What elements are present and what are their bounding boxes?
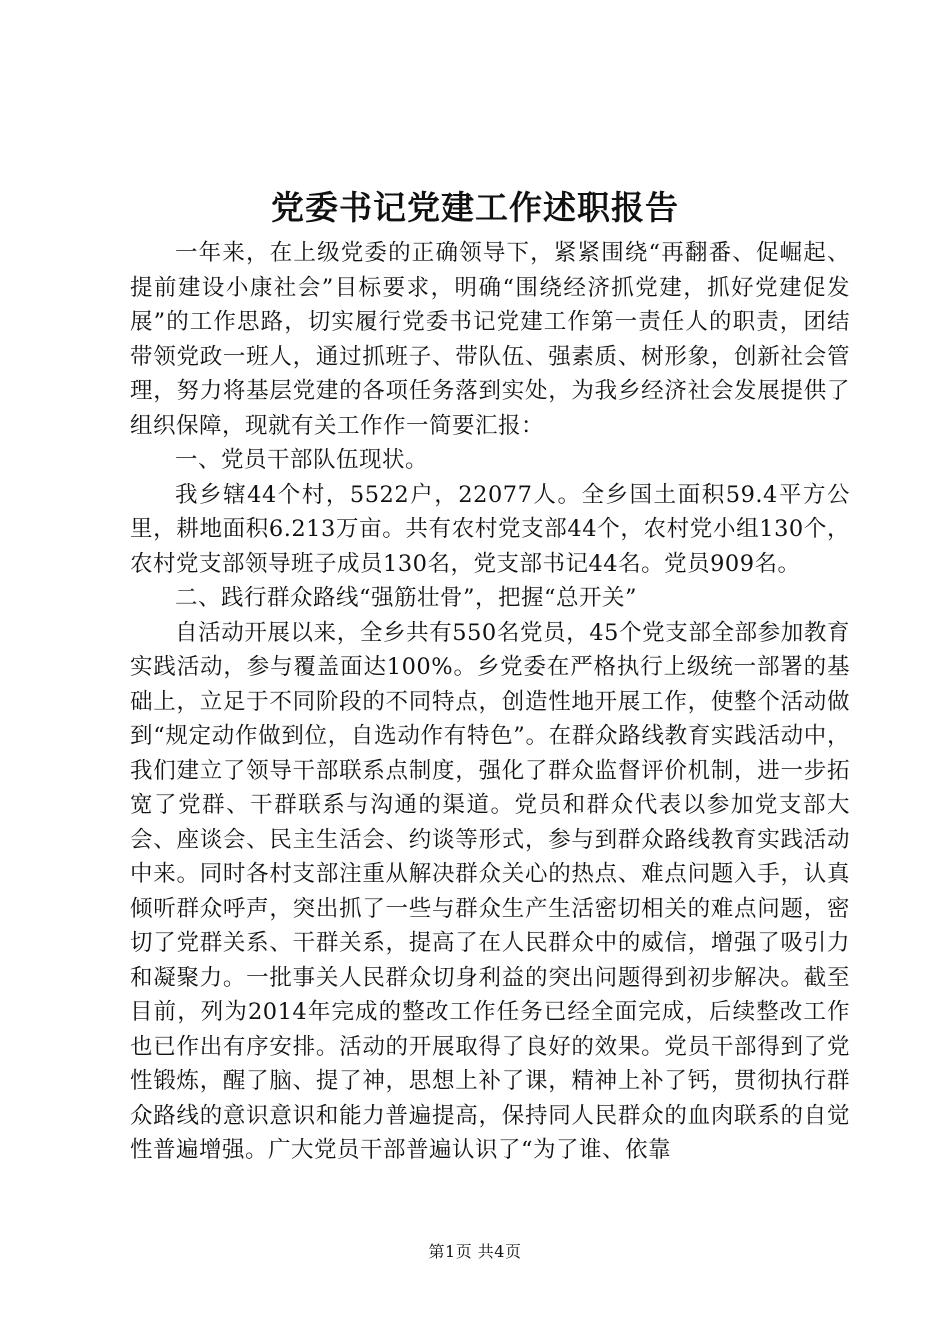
document-body xyxy=(130,236,850,1168)
paragraph-activities: 自活动开展以来，全乡共有550名党员，45个党支部全部参加教育实践活动，参与覆盖面达100%。乡党委在严格执行上级统一部署的基础上，立足于不同阶段的不同特点，创造性地开展工作，使整个活动做到“规定动作做到位，自选动作有特色”。在群众路线教育实践活动中，我们建立了领导干部联系点制度，强化了群众监督评价机制，进一步拓宽了党群、干群联系与沟通的渠道。党员和群众代表以参加党支部大会、座谈会、民主生活会、约谈等形式，参与到群众路线教育实践活动中来。同时各村支部注重从解决群众关心的热点、难点问题入手，认真倾听群众呼声，突出抓了一些与群众生产生活密切相关的难点问题，密切了党群关系、干群关系，提高了在人民群众中的威信，增强了吸引力和凝聚力。一批事关人民群众切身利益的突出问题得到初步解决。截至目前，列为2014年完成的整改工作任务已经全面完成，后续整改工作也已作出有序安排。活动的开展取得了良好的效果。党员干部得到了党性锻炼，醒了脑、提了神，思想上补了课，精神上补了钙，贯彻执行群众路线的意识意识和能力普遍提高，保持同人民群众的血肉联系的自觉性普遍增强。广大党员干部普遍认识了“为了谁、依靠 xyxy=(130,619,850,1163)
paragraph-intro: 一年来，在上级党委的正确领导下，紧紧围绕“再翻番、促崛起、提前建设小康社会”目标要求，明确“围绕经济抓党建，抓好党建促发展”的工作思路，切实履行党委书记党建工作第一责任人的职责，团结带领党政一班人，通过抓班子、带队伍、强素质、树形象，创新社会管理，努力将基层党建的各项任务落到实处，为我乡经济社会发展提供了组织保障，现就有关工作作一简要汇报： xyxy=(130,240,850,439)
section-heading-2: 二、践行群众路线“强筋壮骨”，把握“总开关” xyxy=(175,585,638,611)
paragraph-statistics: 我乡辖44个村，5522户，22077人。全乡国土面积59.4平方公里，耕地面积6.213万亩。共有农村党支部44个，农村党小组130个，农村党支部领导班子成员130名，党支部书记44名。党员909名。 xyxy=(130,481,850,577)
section-heading-1: 一、党员干部队伍现状。 xyxy=(175,447,429,473)
page-number-footer: 第1页 共4页 xyxy=(428,1242,522,1261)
document-title: 党委书记党建工作述职报告 xyxy=(271,188,679,227)
